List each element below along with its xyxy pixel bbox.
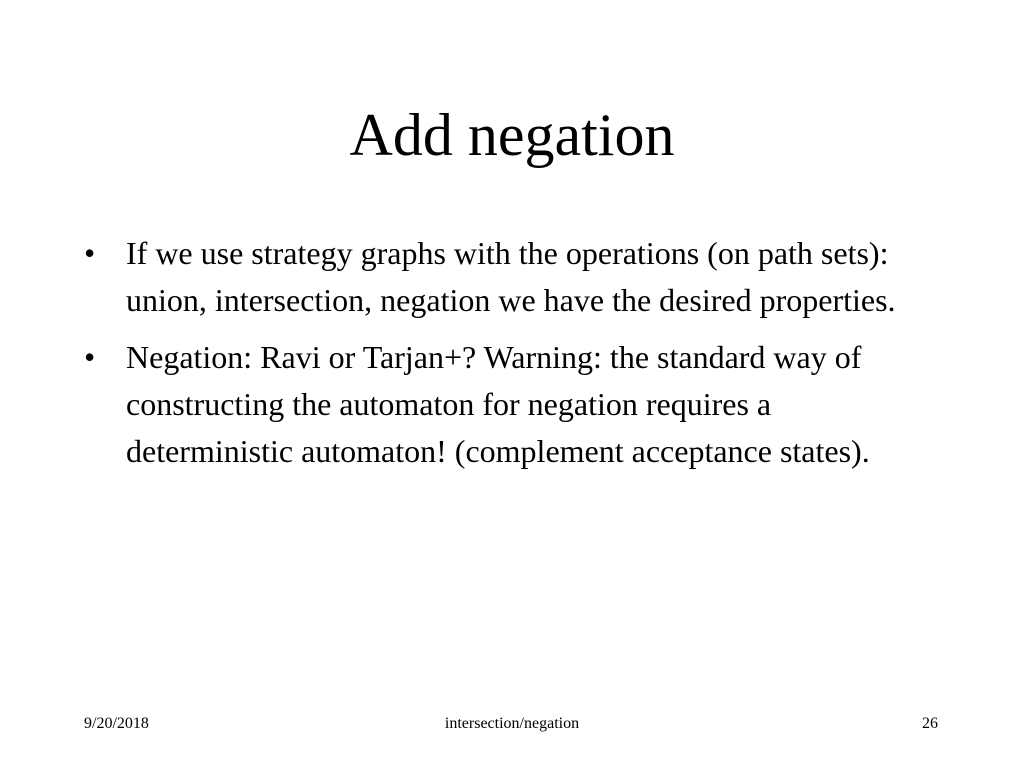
bullet-list (84, 230, 944, 485)
bullet-item (84, 230, 944, 324)
footer-date: 9/20/2018 (84, 715, 149, 732)
bullet-marker: • (84, 339, 96, 375)
bullet-marker: • (84, 235, 96, 271)
slide-number: 26 (922, 715, 938, 732)
bullet-text: If we use strategy graphs with the operations (on path sets): union, intersection, negation we have the desired properties. (126, 235, 896, 318)
slide-title: Add negation (349, 102, 675, 168)
footer-title: intersection/negation (444, 715, 580, 732)
bullet-text: Negation: Ravi or Tarjan+? Warning: the standard way of constructing the automaton for negation requires a deterministic automaton! (complement acceptance states). (126, 339, 870, 469)
bullet-item (84, 334, 944, 475)
